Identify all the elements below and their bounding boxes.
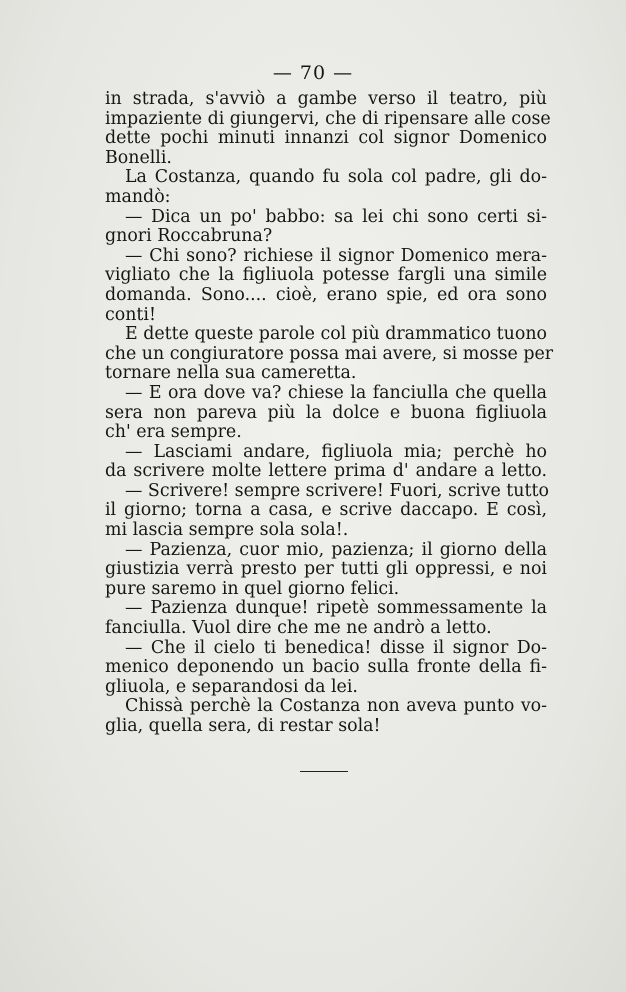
text-line: tornare nella sua cameretta. — [105, 363, 357, 384]
text-line: Chissà perchè la Costanza non aveva punto vo- — [125, 696, 547, 717]
text-line: — Lasciami andare, figliuola mia; perchè ho — [125, 441, 547, 462]
text-line: pure saremo in quel giorno felici. — [105, 578, 400, 599]
text-line: — Chi sono? richiese il signor Domenico mera- — [125, 245, 547, 266]
text-line: in strada, s'avviò a gambe verso il teatro, più — [105, 89, 547, 109]
text-line: impaziente di giungervi, che di ripensare alle cose — [105, 108, 551, 129]
text-line: gliuola, e separandosi da lei. — [105, 676, 358, 697]
text-line: ch' era sempre. — [105, 422, 242, 443]
text-line: gnori Roccabruna? — [105, 226, 273, 247]
text-line: — Pazienza, cuor mio, pazienza; il giorno della — [125, 539, 547, 560]
text-line: dette pochi minuti innanzi col signor Domenico — [105, 128, 547, 149]
text-line: La Costanza, quando fu sola col padre, gli do- — [125, 167, 547, 188]
text-line: giustizia verrà presto per tutti gli oppressi, e noi — [105, 559, 547, 580]
text-line: E dette queste parole col più drammatico tuono — [125, 324, 547, 345]
text-line: conti! — [105, 304, 156, 325]
text-line: — Dica un po' babbo: sa lei chi sono certi si- — [125, 206, 547, 227]
page-number: — 70 — — [272, 62, 354, 84]
text-line: da scrivere molte lettere prima d' andare a letto. — [105, 461, 547, 482]
text-line: — Che il cielo ti benedica! disse il signor Do- — [125, 637, 547, 658]
text-line: fanciulla. Vuol dire che me ne andrò a letto. — [105, 618, 492, 639]
text-line: mandò: — [105, 186, 171, 207]
text-line: vigliato che la figliuola potesse fargli una simile — [105, 265, 547, 286]
text-line: Bonelli. — [105, 147, 172, 168]
text-line: che un congiuratore possa mai avere, si mosse per — [105, 343, 554, 364]
text-line: — Pazienza dunque! ripetè sommessamente la — [125, 598, 547, 619]
text-line: menico deponendo un bacio sulla fronte della fi- — [105, 657, 547, 678]
end-rule — [300, 771, 348, 772]
text-line: — E ora dove va? chiese la fanciulla che quella — [125, 382, 547, 403]
body-text — [105, 89, 554, 737]
text-line: — Scrivere! sempre scrivere! Fuori, scrive tutto — [125, 480, 549, 501]
text-line: il giorno; torna a casa, e scrive daccapo. E così, — [105, 500, 547, 521]
text-line: glia, quella sera, di restar sola! — [105, 716, 381, 736]
text-line: mi lascia sempre sola sola!. — [105, 520, 349, 541]
text-line: domanda. Sono.... cioè, erano spie, ed ora sono — [105, 284, 547, 305]
text-line: sera non pareva più la dolce e buona figliuola — [105, 402, 547, 423]
